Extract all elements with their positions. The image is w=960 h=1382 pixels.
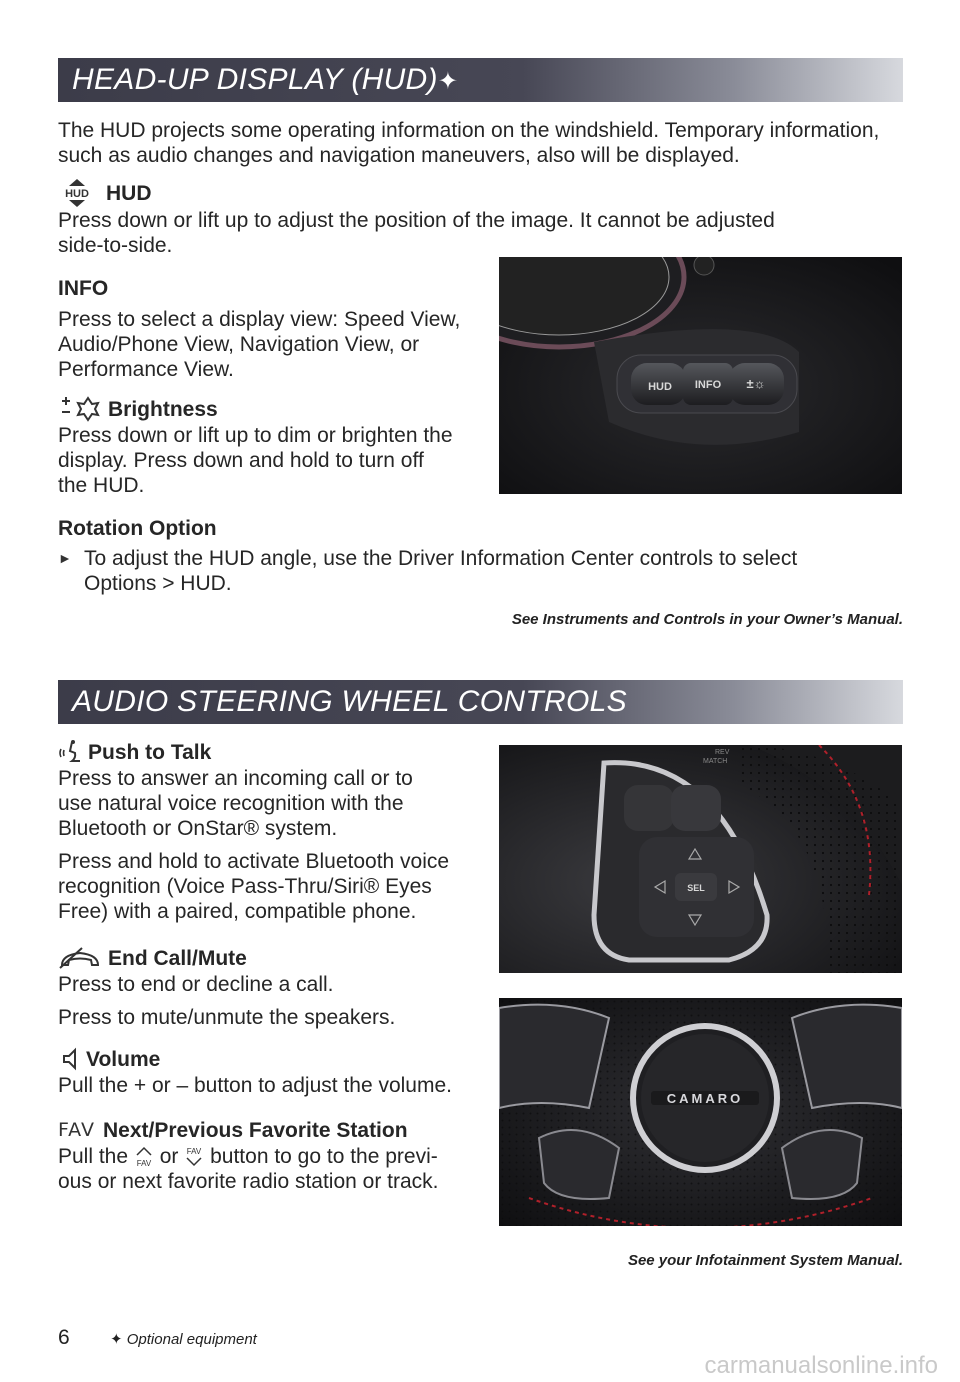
fav-icon: FAV bbox=[58, 1118, 95, 1141]
end-call-heading: End Call/Mute bbox=[108, 946, 247, 970]
push-to-talk-text-line: use natural voice recognition with the bbox=[58, 792, 404, 815]
hud-intro-line: such as audio changes and navigation maneuvers, also will be displayed. bbox=[58, 144, 740, 167]
audio-section-title: AUDIO STEERING WHEEL CONTROLS bbox=[72, 685, 627, 718]
brightness-heading: Brightness bbox=[108, 397, 218, 421]
photo-hud-button-label: HUD bbox=[648, 381, 672, 393]
optional-equipment-text: Optional equipment bbox=[126, 1331, 257, 1348]
photo-sel-label: SEL bbox=[687, 883, 705, 893]
hud-text-line: Press down or lift up to adjust the position of the image. It cannot be adjusted bbox=[58, 209, 775, 232]
end-call-text-line: Press to end or decline a call. bbox=[58, 973, 334, 996]
rotation-text-line: Options > HUD. bbox=[84, 572, 232, 595]
steering-wheel-photo bbox=[499, 998, 902, 1226]
hud-section-title: HEAD-UP DISPLAY (HUD) bbox=[72, 63, 438, 96]
info-item bbox=[58, 276, 478, 382]
photo-brightness-button-label: ±☼ bbox=[746, 376, 766, 391]
hud-heading: HUD bbox=[106, 181, 152, 205]
push-to-talk-text-line: Bluetooth or OnStar® system. bbox=[58, 817, 338, 840]
hud-controls-photo bbox=[499, 257, 902, 494]
info-text-line: Press to select a display view: Speed View, bbox=[58, 308, 461, 331]
hud-section-banner bbox=[58, 58, 903, 102]
push-to-talk-item bbox=[58, 738, 478, 924]
hud-manual-reference: See Instruments and Controls in your Owner’s Manual. bbox=[511, 611, 903, 628]
bullet-arrow-icon: ► bbox=[58, 550, 72, 566]
push-to-talk-hold-line: Free) with a paired, compatible phone. bbox=[58, 900, 417, 923]
brightness-text-line: the HUD. bbox=[58, 474, 145, 497]
fav-next-icon bbox=[184, 1146, 204, 1168]
photo-rev-label: REV bbox=[715, 749, 730, 756]
push-to-talk-hold-line: Press and hold to activate Bluetooth voice bbox=[58, 850, 450, 873]
page-number: 6 bbox=[58, 1326, 70, 1349]
hud-text-line: side-to-side. bbox=[58, 234, 173, 257]
favorite-heading: Next/Previous Favorite Station bbox=[102, 1118, 408, 1142]
hud-intro-line: The HUD projects some operating information on the windshield. Temporary information, bbox=[58, 119, 880, 142]
favorite-text-part: button to go to the previ- bbox=[210, 1145, 438, 1168]
svg-text:FAV: FAV bbox=[136, 1159, 152, 1169]
photo-match-label: MATCH bbox=[703, 758, 728, 765]
steering-controls-photo bbox=[499, 745, 902, 973]
brightness-text-line: Press down or lift up to dim or brighten the bbox=[58, 424, 453, 447]
hud-item bbox=[58, 178, 918, 258]
optional-star-icon: ✦ bbox=[110, 1331, 123, 1348]
push-to-talk-hold-line: recognition (Voice Pass-Thru/Siri® Eyes bbox=[58, 875, 432, 898]
rotation-heading: Rotation Option bbox=[58, 517, 217, 540]
brightness-text-line: display. Press down and hold to turn off bbox=[58, 449, 424, 472]
brightness-icon bbox=[58, 396, 102, 422]
push-to-talk-text-line: Press to answer an incoming call or to bbox=[58, 767, 413, 790]
info-text-line: Audio/Phone View, Navigation View, or bbox=[58, 333, 420, 356]
optional-star-icon: ✦ bbox=[437, 68, 459, 95]
favorite-text-part: Pull the bbox=[58, 1145, 129, 1168]
volume-heading: Volume bbox=[86, 1047, 161, 1071]
watermark: carmanualsonline.info bbox=[704, 1352, 938, 1379]
favorite-text-line: ous or next favorite radio station or track. bbox=[58, 1170, 439, 1193]
optional-equipment-note bbox=[110, 1330, 257, 1348]
push-to-talk-heading: Push to Talk bbox=[88, 740, 212, 764]
volume-item bbox=[58, 1045, 478, 1098]
svg-text:FAV: FAV bbox=[187, 1147, 202, 1157]
fav-previous-icon bbox=[134, 1146, 154, 1168]
end-call-icon bbox=[58, 947, 104, 969]
end-call-text-line: Press to mute/unmute the speakers. bbox=[58, 1006, 396, 1029]
hud-icon bbox=[58, 179, 98, 207]
rotation-text-line: To adjust the HUD angle, use the Driver Information Center controls to select bbox=[84, 547, 798, 570]
volume-icon bbox=[58, 1047, 82, 1071]
info-heading: INFO bbox=[58, 277, 109, 300]
info-text-line: Performance View. bbox=[58, 358, 234, 381]
audio-section-banner bbox=[58, 680, 903, 724]
push-to-talk-icon bbox=[58, 739, 84, 765]
hud-icon-label: HUD bbox=[65, 188, 89, 200]
photo-info-button-label: INFO bbox=[694, 379, 722, 391]
favorite-item bbox=[58, 1116, 478, 1194]
favorite-text-part: or bbox=[159, 1145, 179, 1168]
brightness-item bbox=[58, 395, 478, 498]
hud-intro bbox=[58, 118, 918, 168]
volume-text-line: Pull the + or – button to adjust the volume. bbox=[58, 1074, 452, 1097]
rotation-item bbox=[58, 516, 918, 596]
infotainment-manual-reference: See your Infotainment System Manual. bbox=[627, 1252, 903, 1269]
end-call-item bbox=[58, 944, 478, 1030]
camaro-logo: CAMARO bbox=[666, 1091, 744, 1106]
